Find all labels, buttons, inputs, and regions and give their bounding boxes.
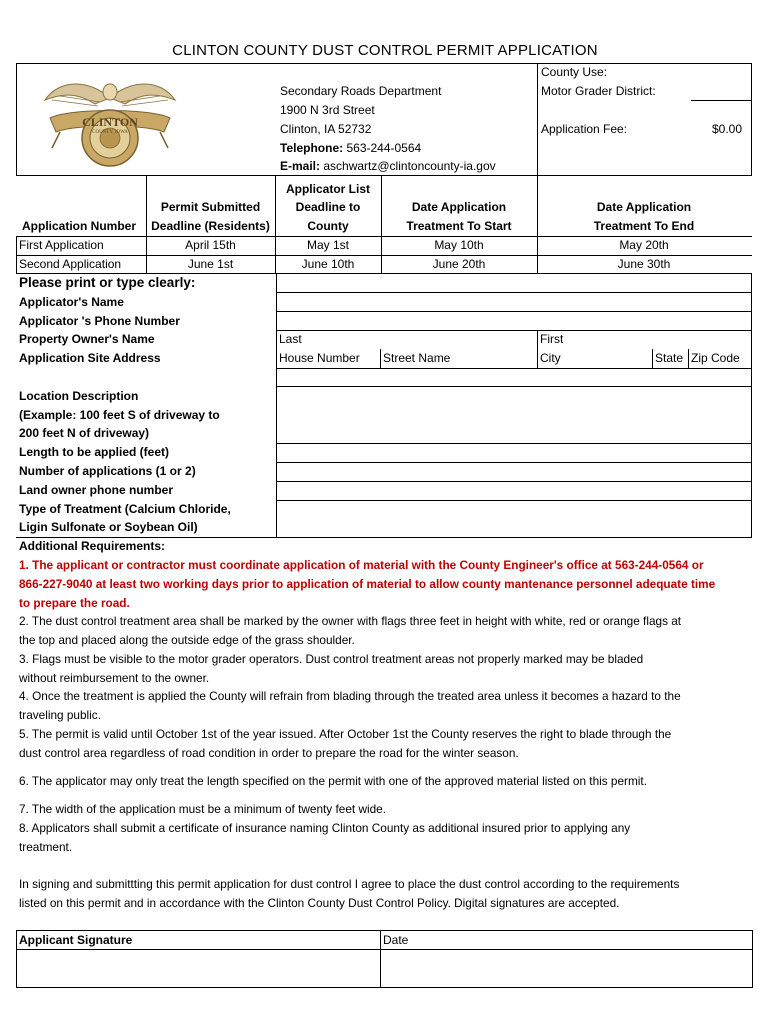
requirement-4-line1: 4. Once the treatment is applied the County will refrain from blading through the treated area unless it becomes a hazard to the: [19, 689, 681, 703]
length-field[interactable]: [277, 444, 751, 462]
col-list-2: Deadline to: [295, 200, 361, 214]
requirement-8-line2: treatment.: [19, 840, 73, 854]
email-value: aschwartz@clintoncounty-ia.gov: [323, 159, 496, 173]
requirement-3-line1: 3. Flags must be visible to the motor grader operators. Dust control treatment areas not properly marked may be bladed: [19, 652, 644, 666]
application-fee-value: $0.00: [712, 122, 743, 136]
date-label: Date: [383, 933, 409, 947]
site-address-field[interactable]: [277, 369, 751, 386]
street-address: 1900 N 3rd Street: [280, 103, 375, 117]
requirement-8-line1: 8. Applicators shall submit a certificate of insurance naming Clinton County as additional insured prior to applying any: [19, 821, 631, 835]
motor-grader-district-label: Motor Grader District:: [541, 84, 656, 98]
row1-list: May 1st: [306, 238, 349, 252]
row1-start: May 10th: [434, 238, 484, 252]
col-application-number: Application Number: [22, 219, 137, 233]
row1-end: May 20th: [619, 238, 669, 252]
requirement-2-line1: 2. The dust control treatment area shall be marked by the owner with flags three feet in height with white, red or orange flags at: [19, 614, 682, 628]
telephone-line: [280, 139, 421, 157]
row1-name: First Application: [19, 238, 104, 252]
treatment-type-field[interactable]: [277, 501, 751, 537]
location-desc-label-1: Location Description: [19, 389, 139, 403]
telephone-value: 563-244-0564: [346, 141, 422, 155]
requirement-5-line2: dust control area regardless of road condition in order to prepare the road for the winter season.: [19, 746, 519, 760]
row1-submitted: April 15th: [185, 238, 236, 252]
application-fee-label: Application Fee:: [541, 122, 628, 136]
house-number-label: House Number: [279, 351, 360, 365]
col-list-3: County: [307, 219, 349, 233]
seal-name: CLINTON: [82, 115, 138, 129]
requirement-5-line1: 5. The permit is valid until October 1st of the year issued. After October 1st the County reserves the right to blade through the: [19, 727, 672, 741]
col-start-2: Treatment To Start: [406, 219, 512, 233]
requirement-6: 6. The applicator may only treat the length specified on the permit with one of the approved material listed on this permit.: [19, 774, 647, 788]
email-line: [280, 157, 496, 175]
email-label: E-mail:: [280, 159, 321, 173]
applicator-name-label: Applicator's Name: [19, 295, 124, 309]
landowner-phone-label: Land owner phone number: [19, 483, 174, 497]
row2-start: June 20th: [432, 257, 486, 271]
requirement-7: 7. The width of the application must be a minimum of twenty feet wide.: [19, 802, 386, 816]
agreement-line2: listed on this permit and in accordance with the Clinton County Dust Control Policy. Digital signatures are accepted.: [19, 896, 620, 910]
street-name-label: Street Name: [383, 351, 451, 365]
location-description-field[interactable]: [277, 387, 751, 443]
row2-list: June 10th: [301, 257, 355, 271]
requirement-3-line2: without reimbursement to the owner.: [19, 671, 210, 685]
treatment-type-label-2: Ligin Sulfonate or Soybean Oil): [19, 520, 198, 534]
col-submitted-2: Deadline (Residents): [151, 219, 270, 233]
requirement-1-line1: 1. The applicant or contractor must coordinate application of material with the County Engineer's office at 563-244-0564 or: [19, 558, 704, 572]
last-label: Last: [279, 332, 302, 346]
landowner-phone-field[interactable]: [277, 482, 751, 500]
owner-name-label: Property Owner's Name: [19, 332, 155, 346]
seal-sub: COUNTY, IOWA: [92, 130, 128, 135]
site-address-label: Application Site Address: [19, 351, 161, 365]
requirements-heading: Additional Requirements:: [19, 539, 166, 553]
dept-name: Secondary Roads Department: [280, 84, 442, 98]
location-desc-label-3: 200 feet N of driveway): [19, 426, 150, 440]
page-title: CLINTON COUNTY DUST CONTROL PERMIT APPLICATION: [172, 42, 598, 59]
num-applications-label: Number of applications (1 or 2): [19, 464, 196, 478]
col-submitted-1: Permit Submitted: [160, 200, 261, 214]
col-list-1: Applicator List: [285, 182, 370, 196]
agreement-line1: In signing and submittting this permit application for dust control I agree to place the dust control according to the requirements: [19, 877, 680, 891]
col-start-1: Date Application: [411, 200, 507, 214]
row2-end: June 30th: [617, 257, 671, 271]
zip-label: Zip Code: [691, 351, 740, 365]
date-field[interactable]: [381, 950, 752, 987]
applicator-phone-field[interactable]: [277, 312, 751, 330]
location-desc-label-2: (Example: 100 feet S of driveway to: [19, 408, 220, 422]
city-label: City: [540, 351, 561, 365]
county-use-label: County Use:: [541, 65, 608, 79]
form-heading: Please print or type clearly:: [19, 275, 196, 290]
signature-field[interactable]: [17, 950, 379, 987]
requirement-1-line2: 866-227-9040 at least two working days prior to application of material to allow county mantenance personnel adequate time: [19, 577, 716, 591]
state-label: State: [655, 351, 684, 365]
county-seal-logo: [40, 70, 180, 170]
row2-name: Second Application: [19, 257, 122, 271]
length-label: Length to be applied (feet): [19, 445, 169, 459]
treatment-type-label-1: Type of Treatment (Calcium Chloride,: [19, 502, 231, 516]
row2-submitted: June 1st: [187, 257, 234, 271]
telephone-label: Telephone:: [280, 141, 344, 155]
city-address: Clinton, IA 52732: [280, 122, 372, 136]
signature-label: Applicant Signature: [19, 933, 133, 947]
num-applications-field[interactable]: [277, 463, 751, 481]
col-end-1: Date Application: [596, 200, 692, 214]
col-end-2: Treatment To End: [593, 219, 695, 233]
requirement-4-line2: traveling public.: [19, 708, 101, 722]
applicator-phone-label: Applicator 's Phone Number: [19, 314, 180, 328]
requirement-2-line2: the top and placed along the outside edge of the grass shoulder.: [19, 633, 355, 647]
first-label: First: [540, 332, 564, 346]
applicator-name-field[interactable]: [277, 293, 751, 311]
requirement-1-line3: to prepare the road.: [19, 596, 130, 610]
